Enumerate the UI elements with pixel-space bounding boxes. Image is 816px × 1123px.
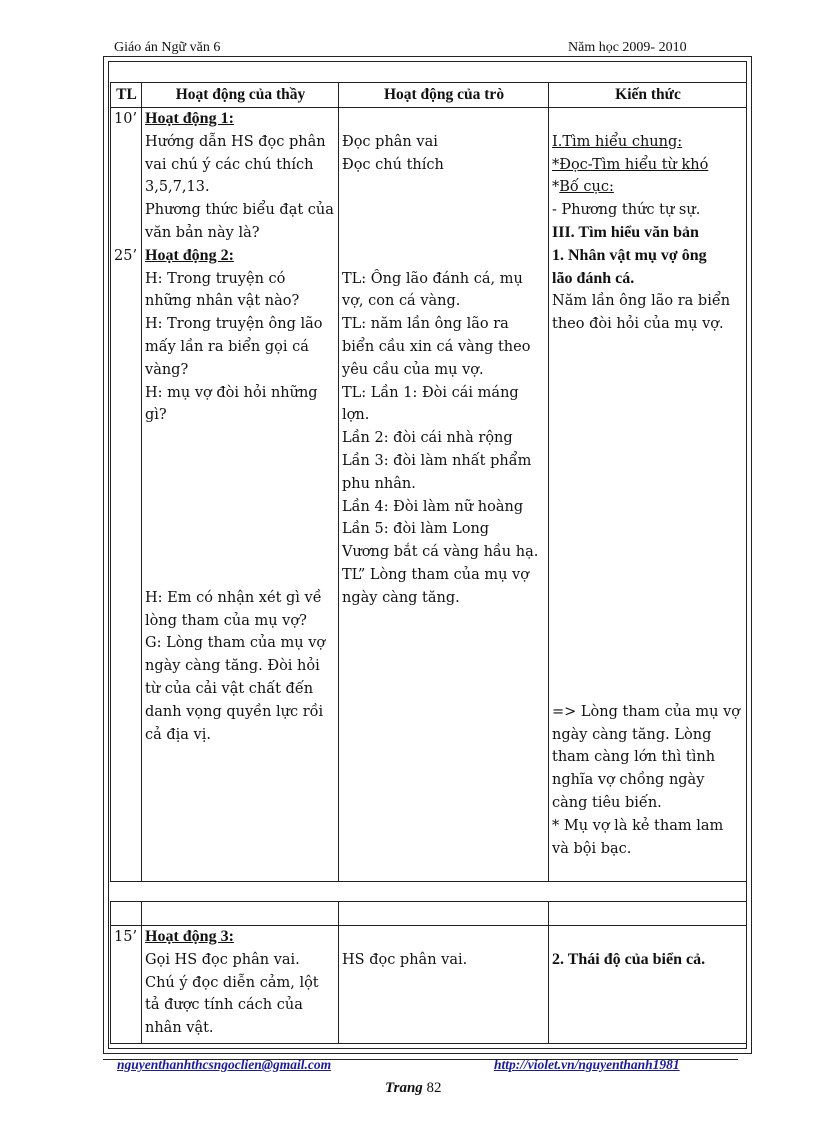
teacher-line: H: Em có nhận xét gì về [145, 589, 322, 606]
time-15: 15’ [114, 929, 138, 945]
teacher-line: mấy lần ra biển gọi cá [145, 338, 309, 355]
teacher-line: từ của cải vật chất đến [145, 680, 314, 697]
student-line: Đọc phân vai [342, 133, 438, 150]
activity-2-title: Hoạt động 2: [145, 246, 234, 264]
tl-cell [111, 926, 142, 1044]
teacher-line: danh vọng quyền lực rồi [145, 703, 324, 720]
blank-cell [142, 902, 339, 926]
teacher-line: lòng tham của mụ vợ? [145, 612, 307, 629]
teacher-line: cả địa vị. [145, 726, 211, 743]
header-knowledge: Kiến thức [549, 83, 747, 108]
knowledge-line: * Mụ vợ là kẻ tham lam [552, 817, 724, 834]
tl-cell [111, 108, 142, 882]
page-number [385, 1080, 442, 1097]
teacher-line: G: Lòng tham của mụ vợ [145, 635, 326, 652]
student-line: Lần 3: đòi làm nhất phẩm [342, 452, 532, 469]
teacher-line: H: mụ vợ đòi hỏi những [145, 384, 318, 401]
time-25: 25’ [114, 247, 138, 264]
table-header-row [111, 83, 747, 108]
teacher-cell [142, 926, 339, 1044]
lesson-table [110, 82, 747, 882]
blank-cell [111, 902, 142, 926]
knowledge-line: và bội bạc. [552, 840, 632, 857]
table-row [111, 108, 747, 882]
activity-1-title: Hoạt động 1: [145, 110, 234, 127]
teacher-line: H: Trong truyện ông lão [145, 316, 323, 333]
student-cell [339, 108, 549, 882]
header-student: Hoạt động của trò [339, 83, 549, 108]
knowledge-line: *Bố cục: [552, 179, 614, 196]
student-line: TL” Lòng tham của mụ vợ [342, 566, 529, 583]
teacher-line: H: Trong truyện có [145, 270, 286, 287]
activity-3-title: Hoạt động 3: [145, 928, 234, 945]
knowledge-section-title: 1. Nhân vật mụ vợ ông [552, 246, 707, 264]
student-line: HS đọc phân vai. [342, 951, 468, 968]
student-line: vợ, con cá vàng. [342, 293, 461, 310]
lesson-table-continued [110, 901, 747, 1044]
student-line: Đọc chú thích [342, 156, 444, 173]
student-line: yêu cầu của mụ vợ. [342, 361, 484, 378]
header-tl: TL [111, 83, 142, 108]
student-line: TL: năm lần ông lão ra [342, 316, 509, 333]
teacher-line: văn bản này là? [145, 224, 260, 241]
student-line: TL: Lần 1: Đòi cái máng [342, 384, 519, 401]
teacher-line: nhân vật. [145, 1020, 214, 1037]
student-line: Lần 5: đòi làm Long [342, 521, 490, 538]
student-line: Lần 2: đòi cái nhà rộng [342, 430, 513, 447]
knowledge-section-title: lão đánh cá. [552, 269, 635, 287]
knowledge-line: Năm lần ông lão ra biển [552, 293, 731, 310]
knowledge-line: nghĩa vợ chồng ngày [552, 772, 705, 789]
teacher-line: tả được tính cách của [145, 997, 303, 1014]
teacher-line: 3,5,7,13. [145, 179, 210, 196]
blank-cell [549, 902, 747, 926]
table-blank-row [111, 902, 747, 926]
footer-url-link[interactable]: http://violet.vn/nguyenthanh1981 [494, 1057, 680, 1072]
knowledge-line: càng tiêu biến. [552, 794, 662, 811]
page-number-value: 82 [426, 1080, 442, 1096]
teacher-line: Hướng dẫn HS đọc phân [145, 133, 326, 150]
student-cell [339, 926, 549, 1044]
table-row [111, 926, 747, 1044]
header-teacher: Hoạt động của thầy [142, 83, 339, 108]
student-line: Vương bắt cá vàng hầu hạ. [342, 544, 539, 561]
page-word: Trang [385, 1080, 423, 1096]
teacher-cell [142, 108, 339, 882]
knowledge-line: ngày càng tăng. Lòng [552, 726, 712, 743]
student-line: biển cầu xin cá vàng theo [342, 338, 531, 355]
teacher-line: vai chú ý các chú thích [145, 156, 314, 173]
knowledge-line: *Đọc-Tìm hiểu từ khó [552, 156, 709, 173]
knowledge-cell [549, 108, 747, 882]
teacher-line: Chú ý đọc diễn cảm, lột [145, 974, 319, 991]
knowledge-line: => Lòng tham của mụ vợ [552, 703, 740, 720]
teacher-line: Phương thức biểu đạt của [145, 202, 334, 219]
teacher-line: ngày càng tăng. Đòi hỏi [145, 658, 320, 675]
teacher-line: gì? [145, 407, 167, 424]
teacher-line: những nhân vật nào? [145, 293, 300, 310]
blank-cell [339, 902, 549, 926]
student-line: Lần 4: Đòi làm nữ hoàng [342, 498, 524, 515]
time-10: 10’ [114, 111, 138, 127]
knowledge-line: tham càng lớn thì tình [552, 749, 716, 766]
teacher-line: Gọi HS đọc phân vai. [145, 951, 300, 968]
knowledge-line: I.Tìm hiểu chung: [552, 133, 683, 150]
header-subject: Giáo án Ngữ văn 6 [114, 40, 221, 55]
knowledge-line: theo đòi hỏi của mụ vợ. [552, 316, 724, 333]
header-school-year: Năm học 2009- 2010 [568, 40, 687, 55]
student-line: ngày càng tăng. [342, 589, 460, 606]
knowledge-cell [549, 926, 747, 1044]
teacher-line: vàng? [145, 361, 189, 378]
knowledge-section-title: 2. Thái độ của biển cả. [552, 950, 706, 968]
knowledge-line: - Phương thức tự sự. [552, 202, 701, 219]
student-line: phu nhân. [342, 475, 416, 492]
student-line: TL: Ông lão đánh cá, mụ [342, 270, 523, 287]
footer-email-link[interactable]: nguyenthanhthcsngoclien@gmail.com [117, 1057, 332, 1072]
knowledge-section-title: III. Tìm hiểu văn bản [552, 223, 699, 241]
student-line: lợn. [342, 407, 370, 424]
knowledge-line: Bố cục: [559, 179, 614, 196]
